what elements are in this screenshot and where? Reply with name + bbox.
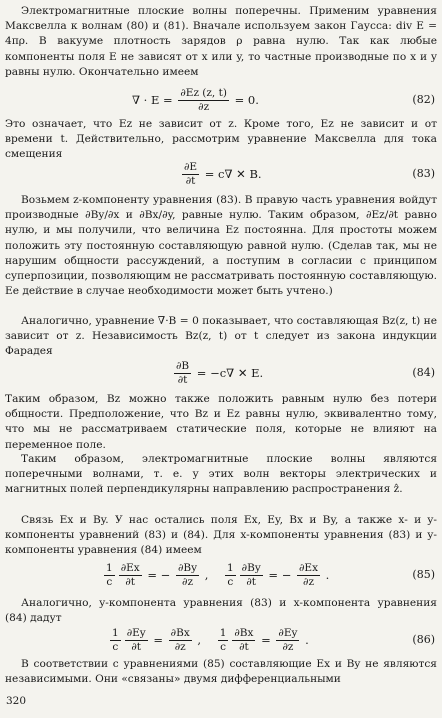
eq-denominator: c	[112, 640, 119, 653]
eq-numerator: ∂Ey	[278, 626, 298, 639]
eq-numerator: 1	[112, 626, 119, 639]
eq-denominator: c	[106, 575, 113, 588]
eq-numerator: ∂By	[177, 561, 198, 574]
eq-operator: = −	[264, 568, 295, 582]
eq-denominator: ∂z	[282, 640, 294, 653]
paragraph: В соответствии с уравнениями (85) составляющие Ex и By не являются независимыми. Они «связаны» двумя дифференциальными	[5, 658, 437, 686]
paragraph: Связь Ex и By. У нас остались поля Ex, Ey, Bx и By, а также x- и y-компоненты уравнений (83) и (84). Для x-компоненты уравнения (83) и y-компоненты уравнения (84) имеем	[5, 514, 437, 557]
eq-numerator: ∂Ez (z, t)	[180, 86, 227, 99]
paragraph: Аналогично, уравнение ∇·B = 0 показывает, что составляющая Bz(z, t) не зависит от z. Независимость Bz(z, t) от t следует из закона индукции Фарадея	[5, 315, 437, 358]
eq-separator: ,	[193, 633, 216, 647]
equation-86	[0, 625, 442, 655]
paragraph: Таким образом, Bz можно также положить равным нулю без потери общности. Предположение, что Bz и Ez равны нулю, эквивалентно тому, что мы не рассматриваем статические поля, которые не влияют на переменное поле.	[5, 393, 437, 451]
paragraph: Аналогично, y-компонента уравнения (83) и x-компонента уравнения (84) дадут	[5, 597, 437, 625]
paragraph: Таким образом, электромагнитные плоские волны являются поперечными волнами, т. е. у этих волн векторы электрических и магнитных полей перпендикулярны направлению распространения ẑ.	[5, 453, 437, 496]
page-number: 320	[6, 695, 27, 707]
equation-number: (83)	[412, 167, 435, 180]
equation-84	[0, 358, 442, 388]
eq-end: .	[322, 568, 330, 582]
eq-operator: = −	[143, 568, 174, 582]
equation-83	[0, 159, 442, 189]
eq-denominator: ∂t	[239, 640, 249, 653]
eq-denominator: ∂t	[131, 640, 142, 653]
eq-denominator: ∂t	[177, 373, 188, 386]
eq-denominator: ∂z	[174, 640, 186, 653]
eq-rhs: = −c∇ ✕ E.	[193, 366, 264, 380]
eq-rhs: = 0.	[230, 93, 259, 107]
eq-denominator: c	[220, 640, 226, 653]
eq-operator: =	[257, 633, 275, 647]
eq-numerator: ∂E	[184, 160, 198, 173]
eq-numerator: ∂By	[241, 561, 261, 574]
eq-numerator: ∂Ex	[120, 561, 140, 574]
equation-number: (86)	[412, 633, 435, 646]
eq-end: .	[301, 633, 309, 647]
paragraph: Возьмем z-компоненту уравнения (83). В правую часть уравнения войдут производные ∂By/∂x и ∂Bx/∂y, равные нулю. Таким образом, ∂Ez/∂t равно нулю, и мы получили, что величина Ez постоянна. Для простоты можем положить эту постоянную составляющую равной нулю. (Сделав так, мы не нарушим общности рассуждений, а поступим в согласии с принципом суперпозиции, позволяющим не рассматривать постоянную составляющую. Ее действие в случае необходимости может быть учтено.)	[5, 194, 437, 298]
eq-numerator: ∂Ey	[126, 626, 146, 639]
eq-numerator: ∂Bx	[234, 626, 254, 639]
eq-denominator: ∂t	[246, 575, 257, 588]
eq-denominator: ∂t	[185, 174, 196, 187]
equation-number: (82)	[412, 93, 435, 106]
eq-lhs: ∇ · E =	[132, 93, 177, 107]
eq-rhs: = c∇ ✕ B.	[201, 167, 262, 181]
equation-85	[0, 560, 442, 590]
paragraph: Это означает, что Ez не зависит от z. Кроме того, Ez не зависит и от времени t. Действительно, рассмотрим уравнение Максвелла для тока смещения	[5, 118, 437, 161]
equation-number: (84)	[412, 366, 435, 379]
eq-numerator: ∂Ex	[299, 561, 319, 574]
paragraph: Электромагнитные плоские волны поперечны. Применим уравнения Максвелла к волнам (80) и (81). Вначале используем закон Гаусса: div E = 4πρ. В вакууме плотность зарядов ρ равна нулю. Так как любые компоненты поля E не зависят от x или y, то частные производные по x и y равны нулю. Окончательно имеем	[5, 5, 437, 78]
eq-denominator: ∂t	[125, 575, 136, 588]
eq-denominator: ∂z	[198, 100, 210, 113]
equation-82	[0, 85, 442, 115]
eq-numerator: 1	[106, 561, 113, 574]
eq-numerator: ∂B	[176, 359, 190, 372]
eq-denominator: ∂z	[303, 575, 314, 588]
eq-denominator: ∂z	[182, 575, 193, 588]
eq-numerator: 1	[226, 561, 234, 574]
eq-denominator: c	[227, 575, 234, 588]
equation-number: (85)	[412, 568, 435, 581]
eq-separator: ,	[201, 568, 223, 582]
eq-numerator: 1	[219, 626, 227, 639]
eq-operator: =	[149, 633, 167, 647]
eq-numerator: ∂Bx	[170, 626, 190, 639]
